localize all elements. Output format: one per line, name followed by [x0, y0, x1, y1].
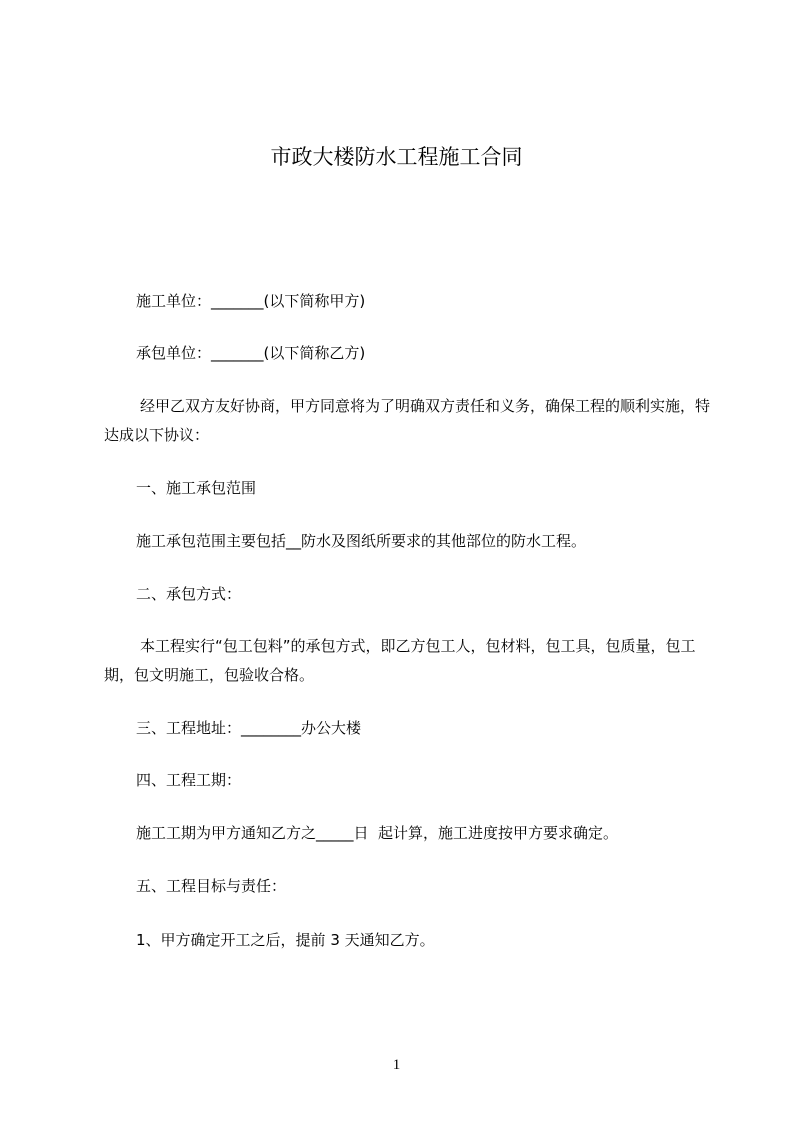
paragraph-goal-1: 1、甲方确定开工之后，提前 3 天通知乙方。: [136, 931, 435, 949]
party-b-label: 承包单位：: [136, 344, 212, 362]
paragraph-agreement-intro: 经甲乙双方友好协商，甲方同意将为了明确双方责任和义务，确保工程的顺利实施，特达成以下协议：: [104, 397, 711, 444]
party-a-blank: _______: [211, 292, 264, 310]
paragraph-scope: [104, 527, 714, 556]
page-number: 1: [392, 1057, 401, 1073]
address-value: 办公大楼: [301, 719, 362, 737]
party-a-label: 施工单位：: [136, 292, 212, 310]
party-b-note: (以下简称乙方): [263, 344, 366, 362]
scope-text-before: 施工承包范围主要包括: [136, 532, 287, 550]
section-heading-scope: 一、施工承包范围: [136, 479, 257, 497]
schedule-text-before: 施工工期为甲方通知乙方之: [136, 824, 317, 842]
scope-text-after: 防水及图纸所要求的其他部位的防水工程。: [301, 532, 587, 550]
paragraph-project-address: [104, 714, 714, 743]
section-heading-schedule: 四、工程工期：: [136, 771, 242, 789]
address-blank: ________: [241, 719, 302, 737]
section-heading-contract-method: 二、承包方式：: [136, 585, 242, 603]
schedule-text-after: 日 起计算，施工进度按甲方要求确定。: [353, 824, 619, 842]
address-label: 三、工程地址：: [136, 719, 242, 737]
paragraph-party-b: [104, 339, 714, 368]
section-heading-goals: 五、工程目标与责任：: [136, 877, 287, 895]
party-a-note: (以下简称甲方): [263, 292, 366, 310]
scope-blank: __: [286, 532, 302, 550]
paragraph-schedule: [104, 819, 714, 848]
paragraph-party-a: [104, 287, 714, 316]
paragraph-contract-method: 本工程实行“包工包料”的承包方式，即乙方包工人，包材料，包工具，包质量，包工期，包文明施工，包验收合格。: [104, 637, 696, 684]
document-title: 市政大楼防水工程施工合同: [270, 145, 523, 169]
schedule-blank: _____: [316, 824, 354, 842]
party-b-blank: _______: [211, 344, 264, 362]
